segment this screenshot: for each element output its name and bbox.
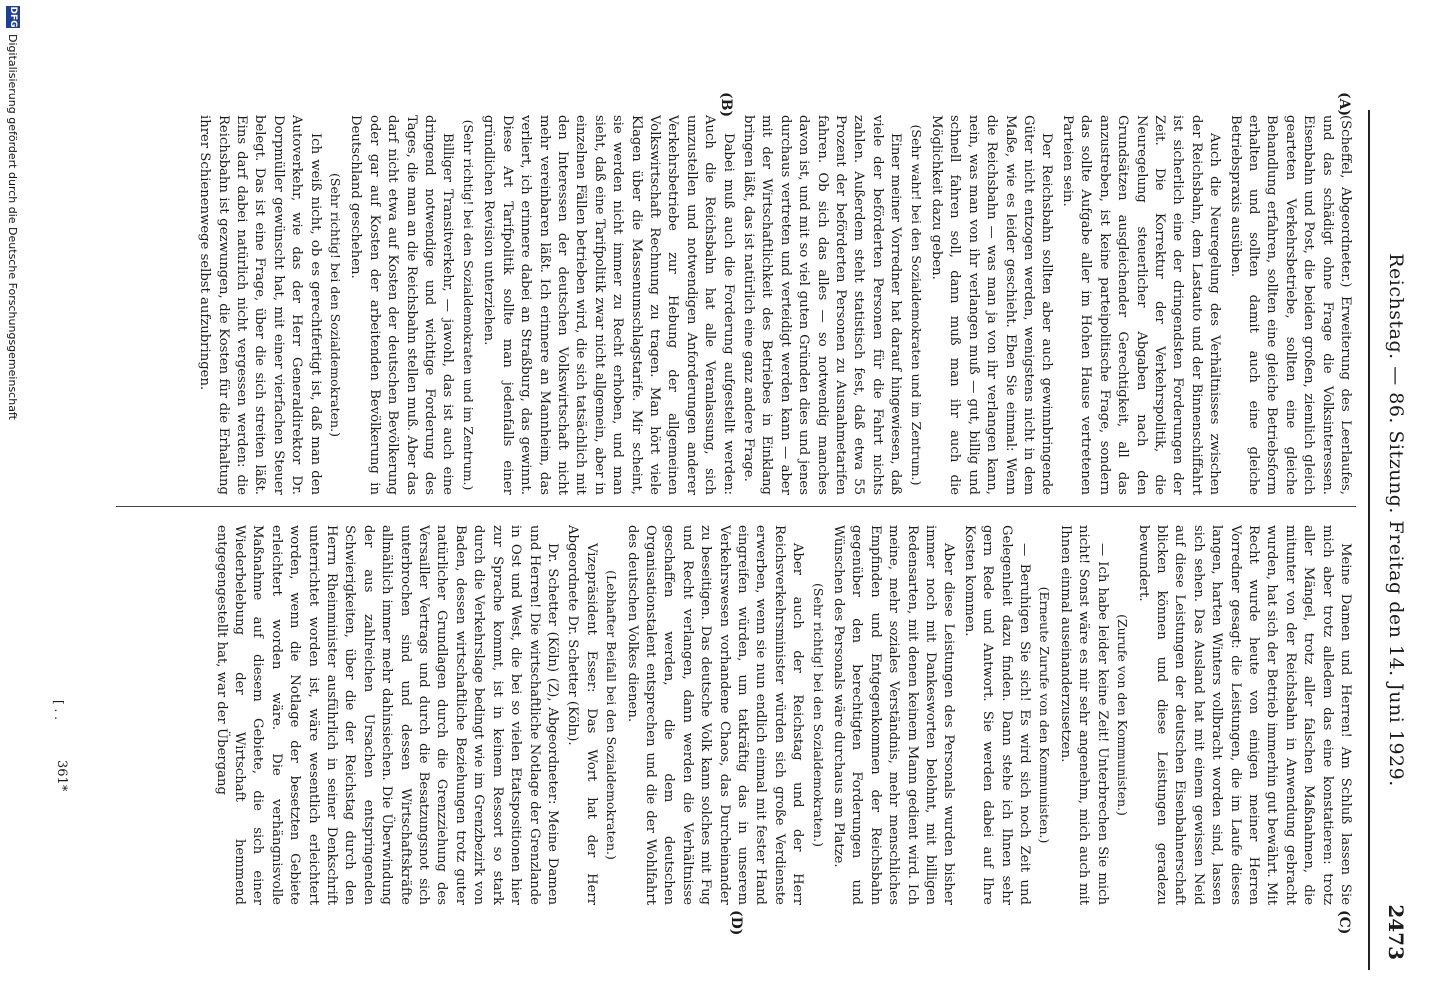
interjection: (Sehr wahr! bei den Sozialdemokraten und im Zentrum.) bbox=[908, 124, 924, 486]
paragraph: Vizepräsident Esser: Das Wort hat der Herr Abgeordnete Dr. Schetter (Köln). bbox=[565, 525, 599, 905]
marker-a: (A) bbox=[1336, 92, 1352, 117]
interjection: (Zurufe von den Kommunisten.) bbox=[1115, 614, 1131, 816]
page-number: 2473 bbox=[1384, 904, 1408, 960]
marker-c: (C) bbox=[1336, 910, 1352, 935]
paragraph: Ich weiß nicht, ob es gerechtfertigt ist, daß man den Autoverkehr, wie das der Herr Generaldirektor Dr. Dorpmüller gewünscht hat, mit einer vierfachen Steuer belegt. Das ist eine Frage, über die sich streiten läßt. Eins darf dabei natürlich nicht vergessen werden: die Reichsbahn ist gezwungen, die Kosten für die Erhaltung ihrer Schienenwege selbst aufzubringen. bbox=[197, 115, 323, 495]
interjection: (Lebhafter Beifall bei den Sozialdemokraten.) bbox=[604, 570, 620, 860]
paragraph: Aber auch der Reichstag und der Herr Reichsverkehrsminister würden sich große Verdienste erwerben, wenn sie nun endlich einmal mit fester Hand eingreifen würden, um tatkräftig das in unserem Verkehrswesen vorhandene Chaos, das Durcheinander zu beseitigen. Das deutsche Volk kann solches mit Fug und Recht verlangen, dann werden die Verhältnisse geschaffen werden, die dem deutschen Organisationstalent entsprechen und die der Wohlfahrt des deutschen Volkes dienen. bbox=[624, 525, 806, 905]
interjection: (Erneute Zurufe von den Kommunisten.) bbox=[1037, 586, 1053, 844]
paragraph: Dabei muß auch die Forderung aufgestellt werden: Auch die Reichsbahn hat alle Veranlassung, sich umzustellen und notwendigen Anforderungen anderer Verkehrsbetriebe zur Hebung der allgemeinen Volkswirtschaft Rechnung zu tragen. Man hört viele Klagen über die Massenumschlagstarife. Mir scheint, sie werden nicht immer zu Recht erhoben, und man sieht, daß eine Tarifpolitik zwar nicht allgemein, aber in einzelnen Fällen betrieben wird, die sich tatsächlich mit den Interessen der deutschen Volkswirtschaft nicht mehr vereinbaren läßt. Ich erinnere an Mannheim, das verliert, ich erinnere dabei an Straßburg, das gewinnt. Diese Art Tarifpolitik sollte man jedenfalls einer gründlichen Revision unterziehen. bbox=[481, 115, 736, 495]
digitization-credit: Digitalisierung gefördert durch die Deutsche Forschungsgemeinschaft bbox=[6, 34, 20, 420]
paragraph: — Ich habe leider keine Zeit! Unterbrechen Sie mich nicht! Sonst wäre es mir sehr angenehm, mich auch mit Ihnen einmal auseinanderzusetzen. bbox=[1057, 525, 1110, 905]
paragraph: Auch die Neuregelung des Verhältnisses zwischen der Reichsbahn, dem Lastauto und der Binnenschiffahrt ist sicherlich eine der dringendsten Forderungen der Zeit. Die Korrektur der Verkehrspolitik, die Neuregelung steuerlicher Abgaben nach den Grundsätzen ausgleichender Gerechtigkeit, all das anzustreben, ist keine parteipolitische Frage, sondern das sollte Aufgabe aller im Hohen Hause vertretenen Parteien sein. bbox=[1059, 115, 1223, 495]
digitization-footer bbox=[2, 0, 24, 1000]
paragraph: Einer meiner Vorredner hat darauf hingewiesen, daß viele der beförderten Personen für die Fahrt nichts zahlen. Außerdem steht statistisch fest, daß etwa 55 Prozent der beförderten Personen zu Ausnahmetarifen fahren. Ob sich das alles — so notwendig manches davon ist, und mit so viel guten Gründen dies und jenes durchaus vertreten und verteidigt werden kann — aber mit der Wirtschaftlichkeit des Betriebes in Einklang bringen läßt, das ist natürlich eine ganz andere Frage. bbox=[741, 115, 904, 495]
right-column bbox=[124, 525, 1354, 905]
folio: 361* bbox=[54, 760, 69, 792]
paragraph: Der Reichsbahn sollten aber auch gewinnbringende Güter nicht entzogen werden, wenigstens nicht in dem Maße, wie es leider geschieht. Eben Sie einmal: Wenn die Reichsbahn — was man ja von ihr verlangen kann, nein, was man von ihr verlangen muß — gut, billig und schnell fahren soll, dann muß man ihr auch die Möglichkeit dazu geben. bbox=[929, 115, 1055, 495]
interjection: (Sehr richtig! bei den Sozialdemokraten.) bbox=[328, 173, 344, 437]
marker-b: (B) bbox=[718, 92, 734, 118]
marker-d: (D) bbox=[728, 910, 744, 936]
paragraph: Meine Damen und Herren! Am Schluß lassen Sie mich aber trotz alledem das eine konstatieren: trotz aller Mängel, trotz aller falschen Maßnahmen, die mitunter von der Reichsbahn in Anwendung gebracht wurden, hat sich der Betrieb immerhin gut bewährt. Mit Recht wurde heute von einigen meiner Herren Vorredner gesagt: die Leistungen, die im Laufe dieses langen, harten Winters vollbracht worden sind, lassen sich sehen. Das Ausland hat mit einem gewissen Neid auf diese Leistungen der deutschen Eisenbahnerschaft blicken können und diese Leistungen geradezu bewundert. bbox=[1135, 525, 1353, 905]
paragraph: Aber diese Leistungen des Personals wurden bisher immer noch mit Dankesworten belohnt, mit billigen Redensarten, mit denen keinem Mann gedient wird. Ich meine, mehr soziales Verständnis, mehr menschliches Empfinden und Entgegenkommen der Reichsbahn gegenüber den berechtigten Forderungen und Wünschen des Personals wäre durchaus am Platze. bbox=[831, 525, 957, 905]
interjection: (Sehr richtig! bei den Sozialdemokraten und im Zentrum.) bbox=[460, 119, 476, 491]
column-rule bbox=[116, 506, 1356, 507]
running-title: Reichstag. — 86. Sitzung. Freitag den 14. Juni 1929. bbox=[1385, 253, 1407, 787]
dfg-logo-icon: DFG bbox=[8, 6, 18, 28]
header-rule bbox=[1368, 110, 1370, 970]
paragraph: Billiger Transitverkehr, — jawohl, das ist auch eine dringend notwendige und wichtige Forderung des Tages, die man an die Reichsbahn stellen muß. Aber das darf nicht etwa auf Kosten der deutschen Bevölkerung oder gar auf Kosten der arbeitenden Bevölkerung in Deutschland geschehen. bbox=[348, 115, 456, 495]
left-column bbox=[124, 115, 1354, 495]
interjection: (Sehr richtig! bei den Sozialdemokraten.) bbox=[810, 583, 826, 847]
paragraph: Dr. Schetter (Köln) (Z), Abgeordneter: Meine Damen und Herren! Die wirtschaftliche Notlage der Grenzlande in Ost und West, die bei so vielen Etatspositionen hier zur Sprache kommt, ist in keinem Ressort so stark durch die Verkehrslage bedingt wie im Grenzbezirk von Baden, dessen wirtschaftliche Beziehungen trotz guter natürlicher Grundlagen durch die Grenzziehung des Versailler Vertrags und durch die Besatzungsnot sich unterbrochen sind und dessen Wirtschaftskräfte allmählich immer mehr dahinsiechen. Die Überwindung der aus zahlreichen Ursachen entspringenden Schwierigkeiten, über die der Reichstag durch den Herrn Rheinminister ausführlich in seiner Denkschrift unterrichtet worden ist, wäre wesentlich erleichtert worden, wenn die Notlage der besetzten Gebiete erleichtert worden wäre. Die verhängnisvolle Maßnahme auf diesem Gebiete, die sich einer Wiederbelebung der Wirtschaft hemmend entgegengestellt hat, war der Übergang bbox=[213, 525, 560, 905]
paragraph: (Scheffel, Abgeordneter.) Erweiterung des Leerlaufes, und das schädigt ohne Frage die Volksinteressen. Eisenbahn und Post, die beiden großen, ziemlich gleich gearteten Verkehrsbetriebe, sollten eine gleiche Behandlung erfahren, sollten eine gleiche Betriebsform erhalten und sollten damit auch eine gleiche Betriebspraxis ausüben. bbox=[1227, 115, 1353, 495]
folio-mark: [ . . bbox=[52, 700, 66, 720]
paragraph: — Beruhigen Sie sich! Es wird sich noch Zeit und Gelegenheit dazu finden. Dann stehe ich Ihnen sehr gern Rede und Antwort. Sie werden dabei auf Ihre Kosten kommen. bbox=[961, 525, 1033, 905]
